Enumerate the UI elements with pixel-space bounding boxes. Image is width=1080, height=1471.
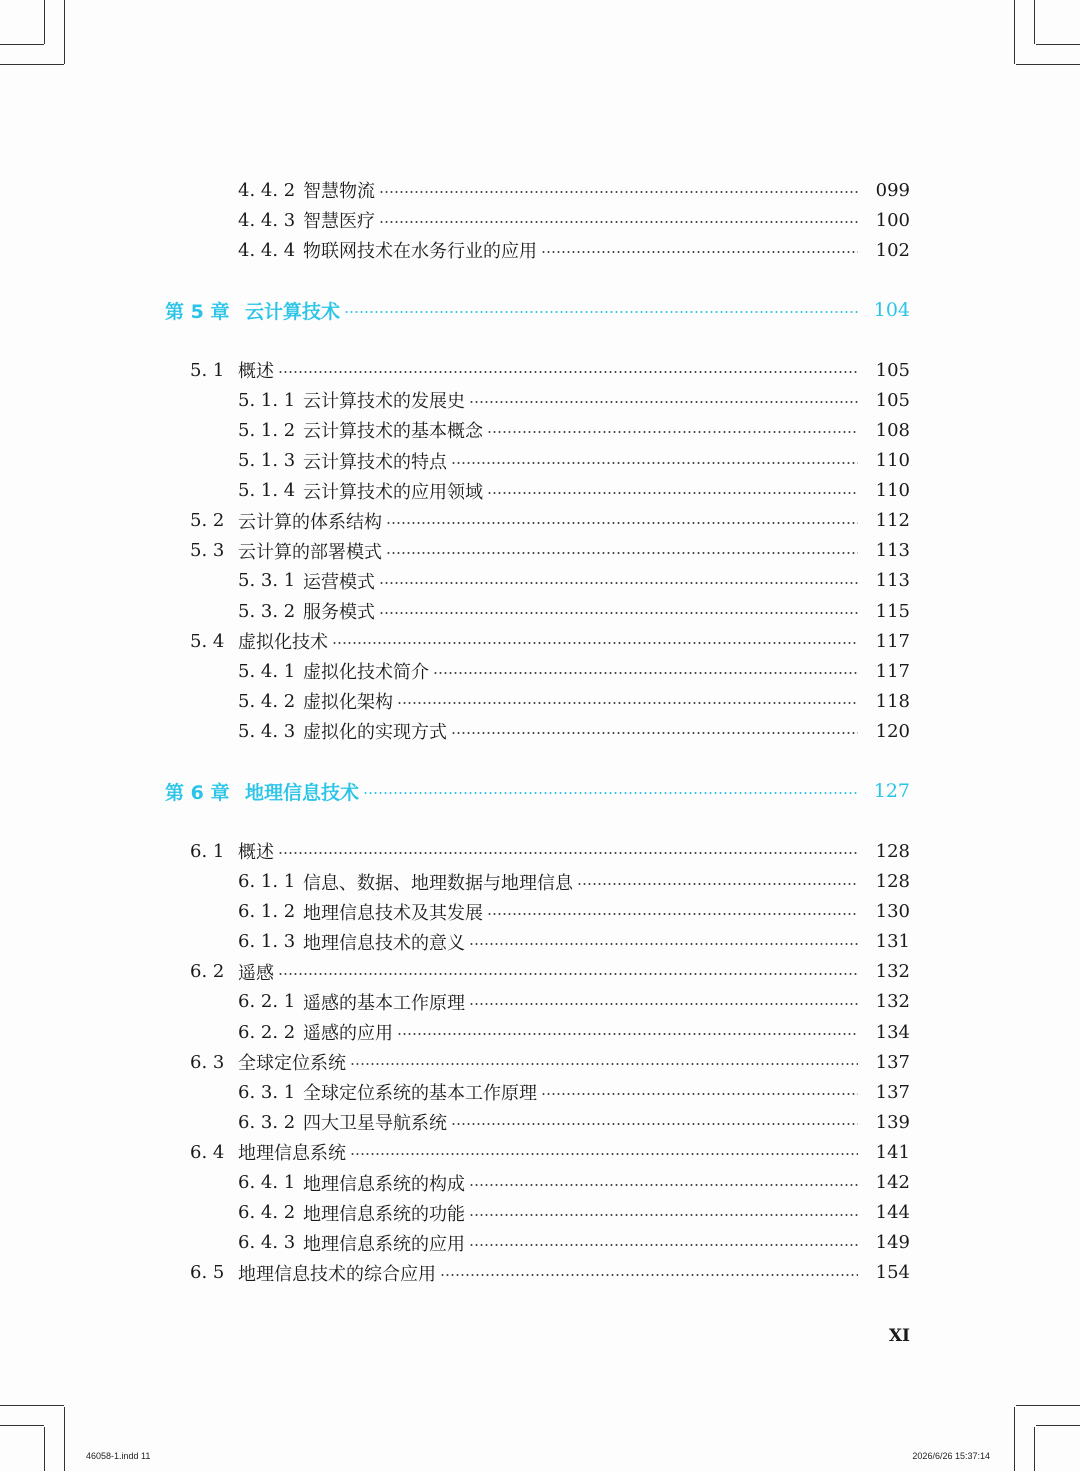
toc-entry-page: 113 — [875, 540, 910, 562]
toc-section-entry[interactable] — [190, 1047, 910, 1077]
toc-chapter-entry[interactable] — [165, 295, 910, 325]
toc-subsection-entry[interactable] — [238, 385, 910, 415]
toc-entry-number: 4. 4. 2 — [238, 179, 296, 201]
toc-entry-number: 5. 4. 1 — [238, 660, 296, 682]
toc-dot-leader — [363, 792, 858, 794]
crop-mark — [1016, 64, 1080, 65]
toc-entry-page: 104 — [873, 299, 910, 322]
toc-entry-page: 144 — [875, 1202, 910, 1224]
toc-entry-page: 134 — [875, 1021, 910, 1043]
toc-dot-leader — [350, 1063, 858, 1065]
toc-entry-title: 地理信息技术的意义 — [303, 932, 465, 954]
toc-entry-number: 4. 4. 3 — [238, 209, 296, 231]
toc-dot-leader — [469, 943, 858, 945]
toc-dot-leader — [433, 672, 858, 674]
toc-entry-page: 137 — [875, 1051, 910, 1073]
toc-subsection-entry[interactable] — [238, 596, 910, 626]
toc-entry-number: 4. 4. 4 — [238, 239, 296, 261]
toc-dot-leader — [332, 642, 858, 644]
toc-entry-title: 运营模式 — [303, 571, 375, 593]
toc-entry-number: 5. 4. 3 — [238, 720, 296, 742]
toc-entry-page: 099 — [875, 179, 910, 201]
toc-subsection-entry[interactable] — [238, 1198, 910, 1228]
toc-subsection-entry[interactable] — [238, 476, 910, 506]
toc-dot-leader — [440, 1274, 858, 1276]
toc-entry-title: 物联网技术在水务行业的应用 — [303, 241, 537, 263]
toc-entry-title: 地理信息技术的综合应用 — [238, 1263, 436, 1285]
toc-dot-leader — [278, 973, 858, 975]
toc-entry-number: 6. 4. 2 — [238, 1202, 296, 1224]
toc-entry-page: 117 — [875, 630, 910, 652]
toc-entry-number: 5. 4. 2 — [238, 690, 296, 712]
toc-entry-page: 102 — [875, 239, 910, 261]
toc-subsection-entry[interactable] — [238, 175, 910, 205]
toc-entry-number: 6. 4. 3 — [238, 1232, 296, 1254]
toc-dot-leader — [469, 1214, 858, 1216]
toc-section-entry[interactable] — [190, 1137, 910, 1167]
toc-entry-title: 地理信息技术及其发展 — [303, 902, 483, 924]
toc-entry-number: 6. 2. 1 — [238, 991, 296, 1013]
toc-entry-page: 139 — [875, 1111, 910, 1133]
toc-entry-page: 132 — [875, 961, 910, 983]
toc-subsection-entry[interactable] — [238, 566, 910, 596]
crop-mark — [1036, 1425, 1080, 1426]
toc-entry-title: 四大卫星导航系统 — [303, 1113, 447, 1135]
crop-mark — [64, 0, 65, 64]
toc-entry-number: 5. 1. 3 — [238, 450, 296, 471]
toc-subsection-entry[interactable] — [238, 1017, 910, 1047]
toc-entry-title: 智慧医疗 — [303, 211, 375, 233]
toc-section-entry[interactable] — [190, 836, 910, 866]
crop-mark — [44, 1427, 45, 1471]
toc-entry-title: 遥感的基本工作原理 — [303, 992, 465, 1014]
toc-entry-number: 5. 3. 2 — [238, 600, 296, 622]
toc-dot-leader — [451, 732, 858, 734]
toc-section-entry[interactable] — [190, 626, 910, 656]
toc-entry-page: 113 — [875, 570, 910, 592]
toc-entry-number: 6. 4. 1 — [238, 1172, 296, 1193]
toc-entry-title: 云计算技术的发展史 — [303, 391, 465, 413]
toc-entry-title: 信息、数据、地理数据与地理信息 — [303, 872, 573, 894]
toc-entry-title: 云计算技术 — [245, 300, 341, 323]
toc-entry-title: 地理信息系统的应用 — [303, 1233, 465, 1255]
toc-entry-page: 100 — [875, 209, 910, 231]
toc-entry-page: 132 — [875, 991, 910, 1013]
toc-subsection-entry[interactable] — [238, 1077, 910, 1107]
toc-entry-number: 6. 2. 2 — [238, 1021, 296, 1043]
toc-entry-page: 130 — [875, 901, 910, 923]
toc-entry-number: 第 6 章 — [165, 781, 230, 804]
toc-entry-number: 6. 4 — [190, 1141, 225, 1163]
toc-chapter-entry[interactable] — [165, 776, 910, 806]
toc-dot-leader — [487, 913, 858, 915]
toc-subsection-entry[interactable] — [238, 446, 910, 476]
toc-entry-page: 141 — [875, 1141, 910, 1163]
toc-entry-page: 131 — [875, 931, 910, 953]
toc-entry-title: 地理信息系统的构成 — [303, 1173, 465, 1195]
toc-subsection-entry[interactable] — [238, 415, 910, 445]
toc-entry-title: 服务模式 — [303, 602, 375, 623]
toc-entry-title: 虚拟化架构 — [303, 692, 393, 714]
toc-entry-page: 105 — [875, 389, 910, 411]
toc-entry-title: 云计算技术的特点 — [303, 451, 447, 473]
crop-mark — [1014, 1407, 1015, 1471]
toc-entry-title: 概述 — [238, 842, 274, 864]
toc-entry-page: 108 — [875, 419, 910, 441]
toc-dot-leader — [386, 552, 858, 554]
toc-subsection-entry[interactable] — [238, 867, 910, 897]
toc-entry-title: 全球定位系统的基本工作原理 — [303, 1083, 537, 1105]
toc-entry-page: 142 — [875, 1172, 910, 1193]
toc-entry-number: 5. 1. 1 — [238, 389, 296, 411]
toc-entry-number: 5. 2 — [190, 510, 225, 532]
toc-entry-title: 云计算的体系结构 — [238, 511, 382, 533]
toc-entry-title: 地理信息技术 — [245, 781, 360, 804]
crop-mark — [44, 0, 45, 44]
toc-entry-number: 5. 3. 1 — [238, 570, 296, 592]
toc-entry-page: 127 — [873, 780, 910, 803]
crop-mark — [0, 1425, 44, 1426]
toc-dot-leader — [379, 191, 858, 193]
toc-subsection-entry[interactable] — [238, 205, 910, 235]
toc-entry-number: 6. 1. 3 — [238, 931, 296, 953]
toc-dot-leader — [577, 883, 858, 885]
toc-entry-title: 虚拟化技术简介 — [303, 662, 429, 684]
toc-entry-page: 137 — [875, 1081, 910, 1103]
toc-subsection-entry[interactable] — [238, 1168, 910, 1198]
toc-subsection-entry[interactable] — [238, 897, 910, 927]
toc-entry-number: 5. 1. 2 — [238, 419, 296, 441]
slug-file-info: 46058-1.indd 11 — [86, 1451, 151, 1461]
toc-dot-leader — [379, 612, 858, 614]
toc-entry-number: 6. 5 — [190, 1262, 225, 1284]
toc-dot-leader — [386, 522, 858, 524]
toc-entry-title: 遥感的应用 — [303, 1023, 393, 1044]
toc-subsection-entry[interactable] — [238, 1228, 910, 1258]
toc-entry-page: 110 — [875, 480, 910, 502]
toc-entry-number: 5. 1. 4 — [238, 480, 296, 502]
toc-dot-leader — [469, 1003, 858, 1005]
toc-subsection-entry[interactable] — [238, 235, 910, 265]
toc-entry-title: 云计算的部署模式 — [238, 541, 382, 563]
toc-subsection-entry[interactable] — [238, 927, 910, 957]
toc-entry-page: 120 — [875, 720, 910, 742]
toc-entry-page: 118 — [875, 690, 910, 712]
toc-dot-leader — [379, 221, 858, 223]
toc-dot-leader — [397, 1033, 858, 1035]
slug-timestamp: 2026/6/26 15:37:14 — [912, 1451, 990, 1461]
toc-dot-leader — [469, 401, 858, 403]
toc-dot-leader — [397, 702, 858, 704]
toc-subsection-entry[interactable] — [238, 656, 910, 686]
toc-entry-page: 115 — [875, 600, 910, 622]
crop-mark — [0, 44, 44, 45]
toc-dot-leader — [379, 582, 858, 584]
toc-dot-leader — [541, 1093, 858, 1095]
toc-entry-number: 5. 1 — [190, 359, 225, 381]
crop-mark — [0, 64, 64, 65]
toc-entry-number: 6. 1. 1 — [238, 871, 296, 892]
toc-dot-leader — [451, 1123, 858, 1125]
toc-dot-leader — [541, 251, 858, 253]
toc-entry-page: 149 — [875, 1232, 910, 1254]
crop-mark — [1034, 1427, 1035, 1471]
toc-entry-number: 5. 3 — [190, 540, 225, 562]
toc-entry-number: 第 5 章 — [165, 300, 230, 323]
toc-entry-title: 虚拟化技术 — [238, 632, 328, 654]
toc-entry-page: 128 — [875, 871, 910, 892]
toc-entry-title: 云计算技术的应用领域 — [303, 481, 483, 503]
toc-dot-leader — [487, 431, 858, 433]
crop-mark — [1016, 1405, 1080, 1406]
toc-entry-number: 6. 3 — [190, 1051, 225, 1073]
toc-entry-title: 全球定位系统 — [238, 1053, 346, 1075]
toc-entry-number: 6. 1 — [190, 840, 225, 862]
toc-subsection-entry[interactable] — [238, 716, 910, 746]
toc-entry-number: 6. 1. 2 — [238, 901, 296, 923]
toc-section-entry[interactable] — [190, 957, 910, 987]
toc-dot-leader — [278, 852, 858, 854]
toc-section-entry[interactable] — [190, 506, 910, 536]
toc-section-entry[interactable] — [190, 536, 910, 566]
toc-subsection-entry[interactable] — [238, 987, 910, 1017]
toc-entry-title: 遥感 — [238, 962, 274, 984]
toc-entry-title: 地理信息系统 — [238, 1143, 346, 1165]
toc-entry-page: 110 — [875, 450, 910, 471]
toc-entry-number: 6. 3. 2 — [238, 1111, 296, 1133]
toc-dot-leader — [350, 1153, 858, 1155]
toc-entry-title: 地理信息系统的功能 — [303, 1203, 465, 1225]
toc-section-entry[interactable] — [190, 1258, 910, 1288]
toc-entry-page: 112 — [875, 510, 910, 532]
toc-entry-page: 105 — [875, 359, 910, 381]
toc-entry-page: 154 — [875, 1262, 910, 1284]
toc-entry-title: 概述 — [238, 361, 274, 383]
crop-mark — [1014, 0, 1015, 64]
toc-dot-leader — [469, 1184, 858, 1186]
toc-entry-number: 6. 2 — [190, 961, 225, 983]
toc-dot-leader — [469, 1244, 858, 1246]
toc-dot-leader — [344, 311, 858, 313]
toc-entry-number: 6. 3. 1 — [238, 1081, 296, 1103]
toc-entry-page: 117 — [875, 660, 910, 682]
toc-entry-title: 智慧物流 — [303, 181, 375, 202]
toc-entry-title: 云计算技术的基本概念 — [303, 421, 483, 443]
crop-mark — [64, 1407, 65, 1471]
toc-subsection-entry[interactable] — [238, 686, 910, 716]
toc-section-entry[interactable] — [190, 355, 910, 385]
toc-entry-page: 128 — [875, 840, 910, 862]
toc-subsection-entry[interactable] — [238, 1107, 910, 1137]
toc-dot-leader — [487, 492, 858, 494]
page-folio: XI — [888, 1326, 910, 1346]
toc-dot-leader — [451, 462, 858, 464]
crop-mark — [1034, 0, 1035, 44]
toc-dot-leader — [278, 371, 858, 373]
crop-mark — [1036, 44, 1080, 45]
toc-entry-number: 5. 4 — [190, 630, 225, 652]
crop-mark — [0, 1405, 64, 1406]
toc-entry-title: 虚拟化的实现方式 — [303, 722, 447, 744]
